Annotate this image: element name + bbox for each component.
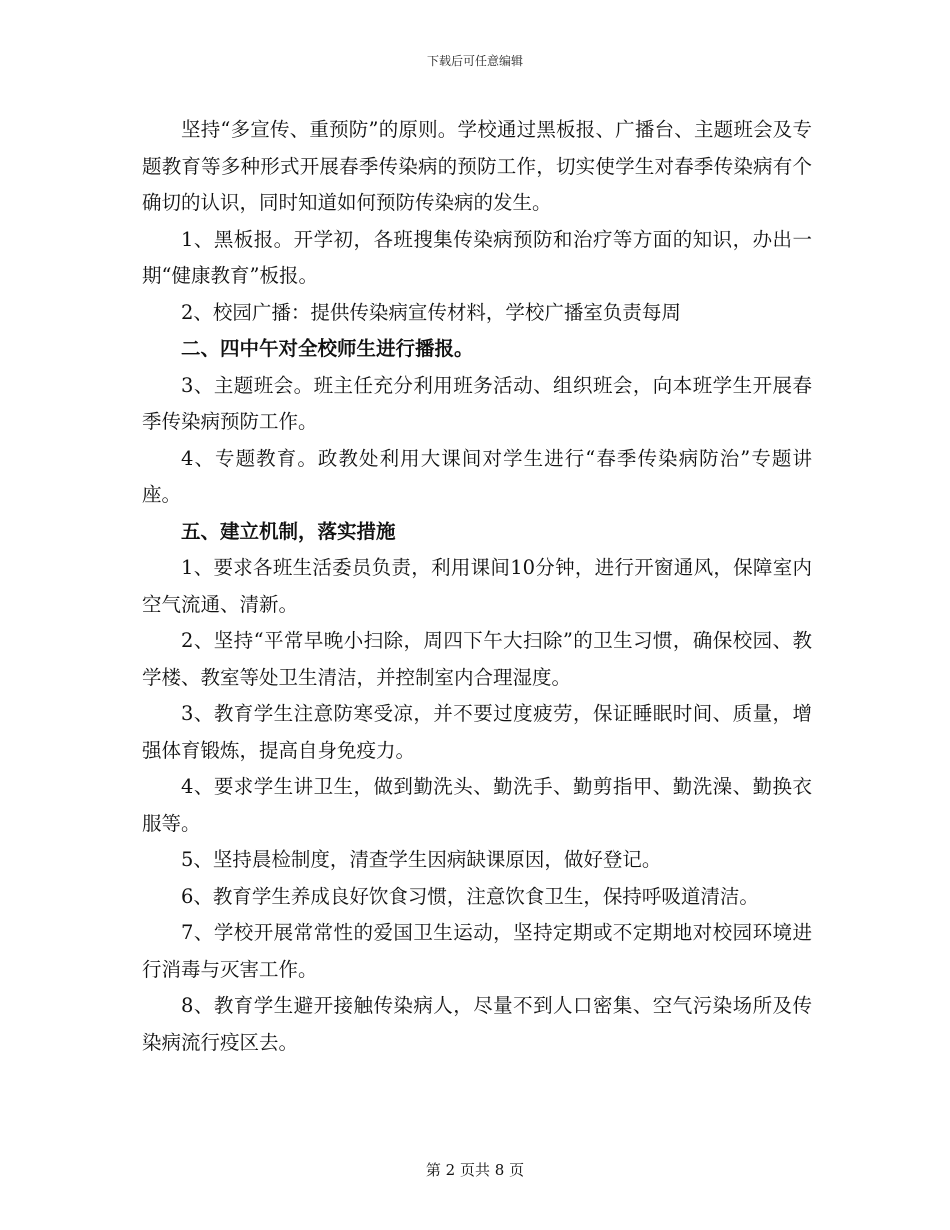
paragraph-disinfection: 7、学校开展常常性的爱国卫生运动，坚持定期或不定期地对校园环境进行消毒与灭害工作。 (142, 921, 812, 981)
paragraph-broadcast: 2、校园广播：提供传染病宣传材料，学校广播室负责每周 (181, 300, 681, 324)
paragraph-ventilation: 1、要求各班生活委员负责，利用课间10分钟，进行开窗通风，保障室内空气流通、清新。 (142, 556, 812, 616)
paragraph-broadcast-continued: 二、四中午对全校师生进行播报。 (181, 337, 474, 360)
paragraph-intro: 坚持“多宣传、重预防”的原则。学校通过黑板报、广播台、主题班会及专题教育等多种形式开展春季传染病的预防工作，切实使学生对春季传染病有个确切的认识，同时知道如何预防传染病的发生。 (142, 118, 812, 214)
paragraph-avoid-contact: 8、教育学生避开接触传染病人，尽量不到人口密集、空气污染场所及传染病流行疫区去。 (142, 994, 812, 1054)
paragraph-special-education: 4、专题教育。政教处利用大课间对学生进行“春季传染病防治”专题讲座。 (142, 446, 812, 506)
paragraph-blackboard: 1、黑板报。开学初，各班搜集传染病预防和治疗等方面的知识，办出一期“健康教育”板报。 (142, 227, 812, 287)
paragraph-health: 3、教育学生注意防寒受凉，并不要过度疲劳，保证睡眠时间、质量，增强体育锻炼，提高自身免疫力。 (142, 702, 812, 762)
document-body (142, 112, 812, 1061)
paragraph-class-meeting: 3、主题班会。班主任充分利用班务活动、组织班会，向本班学生开展春季传染病预防工作。 (142, 373, 812, 433)
section-heading-mechanism: 五、建立机制，落实措施 (181, 519, 396, 543)
paragraph-hygiene: 4、要求学生讲卫生，做到勤洗头、勤洗手、勤剪指甲、勤洗澡、勤换衣服等。 (142, 775, 812, 835)
paragraph-diet: 6、教育学生养成良好饮食习惯，注意饮食卫生，保持呼吸道清洁。 (181, 884, 759, 908)
paragraph-morning-check: 5、坚持晨检制度，清查学生因病缺课原因，做好登记。 (181, 848, 662, 871)
page-header: 下载后可任意编辑 (426, 54, 523, 68)
page-footer: 第 2 页共 8 页 (425, 1161, 525, 1179)
paragraph-cleaning: 2、坚持“平常早晚小扫除，周四下午大扫除”的卫生习惯，确保校园、教学楼、教室等处卫生清洁，并控制室内合理湿度。 (142, 629, 812, 689)
